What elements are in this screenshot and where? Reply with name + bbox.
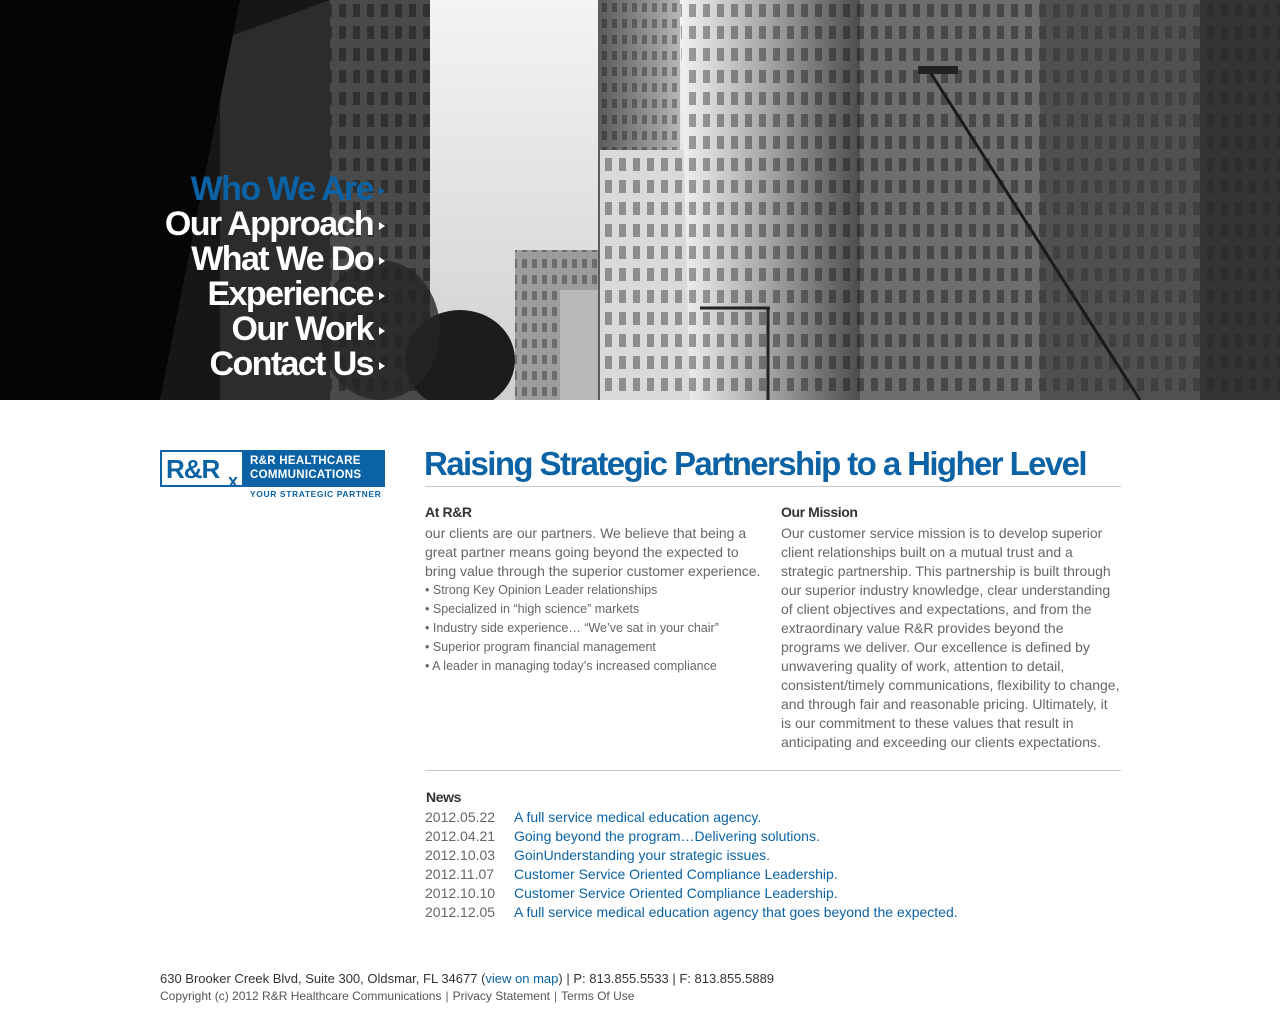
headline-divider (425, 486, 1121, 487)
footer-address-line (160, 971, 774, 986)
main-nav (165, 172, 385, 382)
list-item: • Superior program financial management (425, 638, 719, 657)
hero-banner (0, 0, 1280, 400)
nav-our-approach[interactable] (165, 207, 385, 242)
news-item (425, 903, 958, 922)
copyright-text: Copyright (c) 2012 R&R Healthcare Communications (160, 989, 442, 1003)
triangle-right-icon (379, 257, 385, 265)
news-link[interactable]: Customer Service Oriented Compliance Leadership. (514, 866, 838, 882)
nav-label: Our Approach (164, 205, 373, 243)
footer-legal-line (160, 989, 634, 1003)
news-link[interactable]: GoinUnderstanding your strategic issues. (514, 847, 771, 863)
news-link[interactable]: A full service medical education agency. (514, 809, 762, 825)
list-item: • Specialized in “high science” markets (425, 600, 719, 619)
news-link[interactable]: Going beyond the program…Delivering solutions. (514, 828, 820, 844)
nav-experience[interactable] (208, 277, 385, 312)
footer-address: 630 Brooker Creek Blvd, Suite 300, Oldsmar, FL 34677 ( (160, 971, 486, 986)
at-rr-title: At R&R (425, 504, 472, 520)
list-item: • A leader in managing today’s increased compliance (425, 657, 719, 676)
nav-contact-us[interactable] (210, 347, 385, 382)
news-link[interactable]: A full service medical education agency that goes beyond the expected. (514, 904, 958, 920)
triangle-right-icon (379, 327, 385, 335)
logo-line-1: R&R HEALTHCARE (250, 455, 361, 467)
nav-label: What We Do (191, 240, 373, 278)
page-headline: Raising Strategic Partnership to a Higher Level (424, 445, 1086, 482)
logo-tagline: YOUR STRATEGIC PARTNER (250, 489, 382, 499)
triangle-right-icon (379, 187, 385, 195)
news-item (425, 808, 958, 827)
nav-label: Our Work (231, 310, 373, 348)
at-rr-body: our clients are our partners. We believe that being a great partner means going beyond the expected to bring value through the superior customer experience. (425, 525, 761, 579)
triangle-right-icon (379, 222, 385, 230)
view-on-map-link[interactable]: view on map (485, 971, 559, 986)
news-date: 2012.10.10 (425, 885, 496, 901)
news-date: 2012.04.21 (425, 828, 496, 844)
logo-mark-x: x (228, 471, 239, 491)
nav-label: Contact Us (209, 345, 373, 383)
nav-label: Who We Are (190, 170, 373, 208)
nav-who-we-are[interactable] (191, 172, 385, 207)
separator: | (445, 989, 449, 1003)
news-divider (425, 770, 1121, 771)
news-item (425, 827, 958, 846)
logo-wordmark (244, 450, 385, 487)
triangle-right-icon (379, 292, 385, 300)
privacy-statement-link[interactable]: Privacy Statement (452, 989, 550, 1003)
news-list (425, 808, 958, 922)
list-item: • Strong Key Opinion Leader relationships (425, 581, 719, 600)
news-item (425, 865, 958, 884)
separator: | (553, 989, 558, 1003)
company-logo[interactable] (160, 450, 385, 500)
news-item (425, 846, 958, 865)
mission-title: Our Mission (781, 504, 858, 520)
news-item (425, 884, 958, 903)
logo-line-2: COMMUNICATIONS (250, 469, 362, 481)
at-rr-bullet-list (425, 581, 719, 676)
news-link[interactable]: Customer Service Oriented Compliance Leadership. (514, 885, 838, 901)
news-date: 2012.12.05 (425, 904, 496, 920)
terms-of-use-link[interactable]: Terms Of Use (561, 989, 635, 1003)
mission-body: Our customer service mission is to develop superior client relationships built on a mutual trust and a strategic partnership. This partnership is built through our superior industry knowledge, clear understanding of client objectives and expectations, and from the extraordinary value R&R provides beyond the programs we deliver. Our excellence is defined by unwavering quality of work, attention to detail, consistent/timely communications, flexibility to change, and through fair and reasonable pricing. Ultimately, it is our commitment to these values that result in anticipating and exceeding our clients expectations. (781, 525, 1120, 750)
news-title: News (426, 789, 461, 805)
nav-what-we-do[interactable] (191, 242, 385, 277)
list-item: • Industry side experience… “We’ve sat in your chair” (425, 619, 719, 638)
news-date: 2012.05.22 (425, 809, 496, 825)
news-date: 2012.11.07 (425, 866, 495, 882)
footer-contact: ) | P: 813.855.5533 | F: 813.855.5889 (558, 971, 775, 986)
logo-mark-box (160, 450, 244, 491)
logo-mark: R&R (166, 454, 220, 484)
triangle-right-icon (379, 362, 385, 370)
nav-label: Experience (207, 275, 373, 313)
nav-our-work[interactable] (232, 312, 385, 347)
news-date: 2012.10.03 (425, 847, 496, 863)
